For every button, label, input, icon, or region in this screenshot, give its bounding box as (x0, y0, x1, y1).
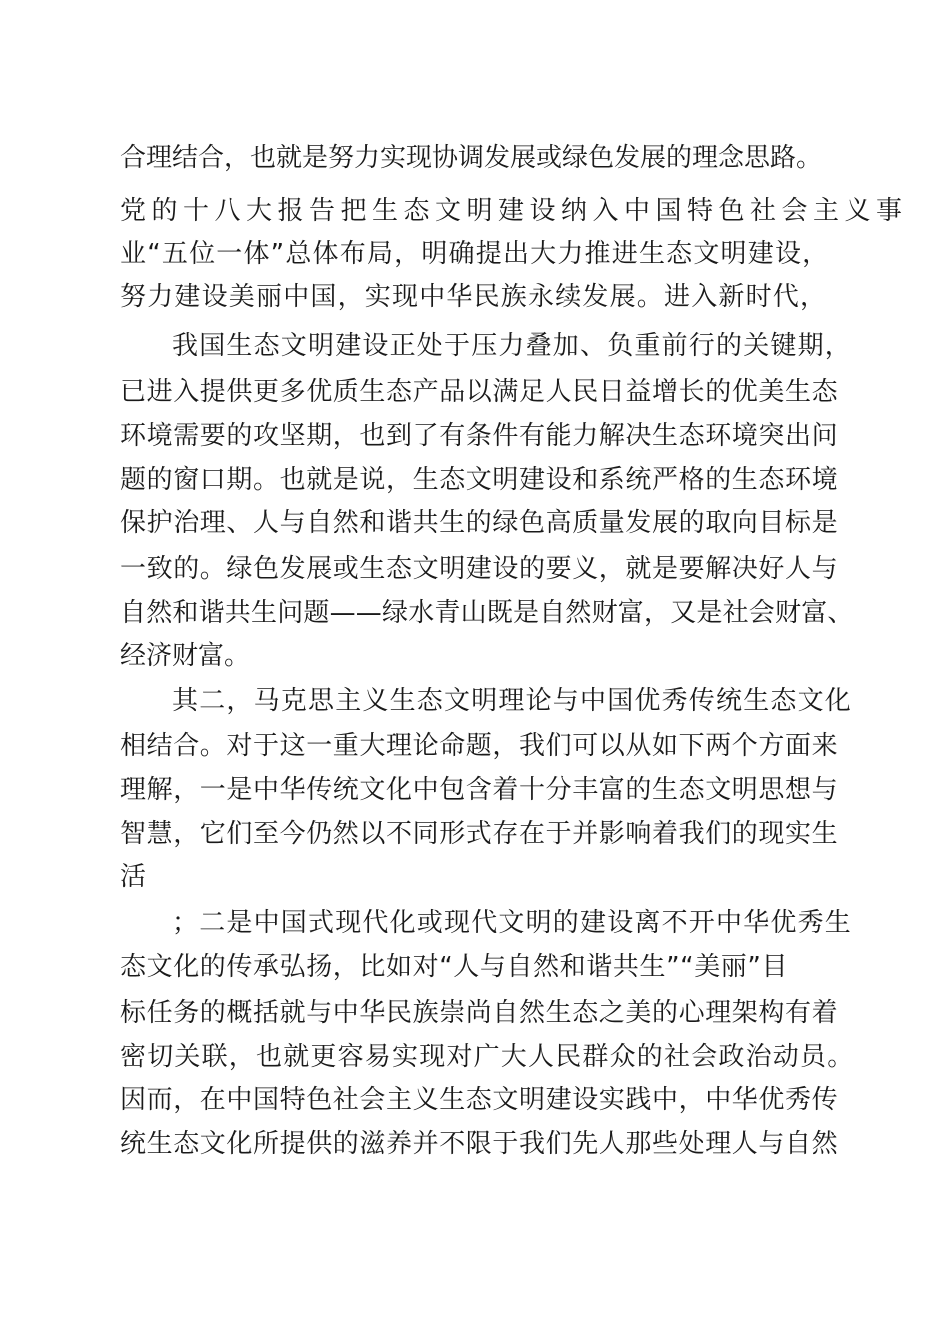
text-line: 我国生态文明建设正处于压力叠加、负重前行的关键期， (172, 331, 853, 361)
text-line: 密切关联，也就更容易实现对广大人民群众的社会政治动员。 (120, 1042, 855, 1072)
text-line: 已进入提供更多优质生态产品以满足人民日益增长的优美生态 (120, 377, 839, 407)
text-line: 理解，一是中华传统文化中包含着十分丰富的生态文明思想与 (120, 775, 839, 805)
text-line: 一致的。绿色发展或生态文明建设的要义，就是要解决好人与 (120, 554, 839, 584)
text-line: 党的十八大报告把生态文明建设纳入中国特色社会主义事 (120, 196, 908, 226)
text-line: 保护治理、人与自然和谐共生的绿色高质量发展的取向目标是 (120, 508, 839, 538)
text-line: 努力建设美丽中国，实现中华民族永续发展。进入新时代， (120, 282, 828, 312)
text-line: 统生态文化所提供的滋养并不限于我们先人那些处理人与自然 (120, 1129, 839, 1159)
text-line: 标任务的概括就与中华民族崇尚自然生态之美的心理架构有着 (120, 998, 839, 1028)
text-line: ；二是中国式现代化或现代文明的建设离不开中华优秀生 (172, 908, 853, 938)
text-line: 合理结合，也就是努力实现协调发展或绿色发展的理念思路。 (120, 143, 823, 173)
text-line: 态文化的传承弘扬，比如对“人与自然和谐共生”“美丽”目 (120, 952, 789, 982)
text-line: 其二，马克思主义生态文明理论与中国优秀传统生态文化 (172, 686, 853, 716)
text-line: 环境需要的攻坚期，也到了有条件有能力解决生态环境突出问 (120, 421, 839, 451)
text-line: 自然和谐共生问题——绿水青山既是自然财富，又是社会财富、 (120, 598, 854, 628)
text-line: 经济财富。 (120, 641, 251, 671)
text-line: 智慧，它们至今仍然以不同形式存在于并影响着我们的现实生 (120, 819, 839, 849)
text-line: 业“五位一体”总体布局，明确提出大力推进生态文明建设， (120, 239, 830, 269)
text-line: 因而，在中国特色社会主义生态文明建设实践中，中华优秀传 (120, 1085, 839, 1115)
text-line: 相结合。对于这一重大理论命题，我们可以从如下两个方面来 (120, 731, 839, 761)
text-line: 题的窗口期。也就是说，生态文明建设和系统严格的生态环境 (120, 465, 839, 495)
text-line: 活 (120, 862, 147, 892)
